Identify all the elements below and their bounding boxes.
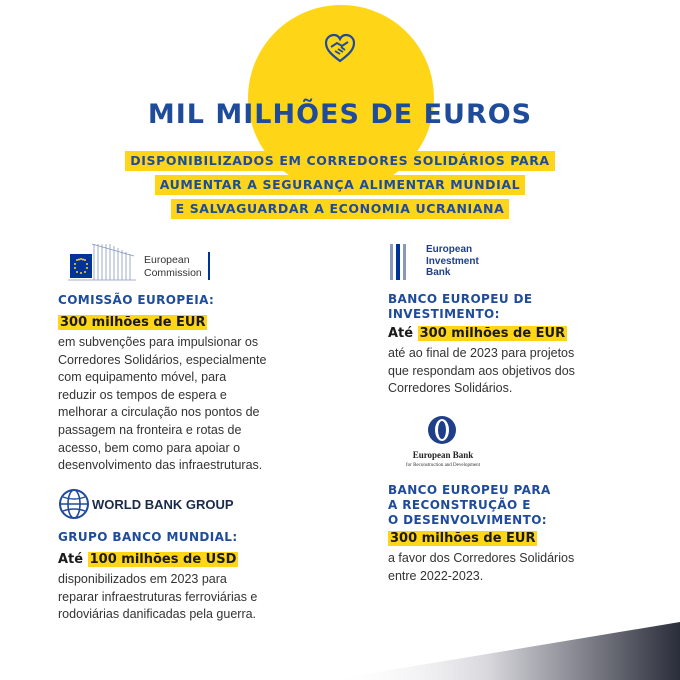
ec-heading: COMISSÃO EUROPEIA: bbox=[58, 293, 215, 307]
wb-desc-line: disponibilizados em 2023 para bbox=[58, 572, 227, 586]
eib-logo-text: European bbox=[426, 244, 473, 255]
world-bank-logo-text: WORLD BANK GROUP bbox=[92, 497, 234, 512]
ec-logo-text: European bbox=[144, 254, 190, 266]
ebrd-logo-name: European Bank bbox=[412, 450, 474, 460]
wb-desc-line: rodoviárias danificadas pela guerra. bbox=[58, 607, 257, 622]
ec-desc-line: desenvolvimento das infraestruturas. bbox=[58, 458, 263, 473]
wb-desc-line: reparar infraestruturas ferroviárias e bbox=[58, 589, 258, 604]
eib-desc-line: Corredores Solidários. bbox=[388, 381, 513, 396]
eib-desc-line: até ao final de 2023 para projetos bbox=[388, 346, 575, 360]
ec-logo-text: Commission bbox=[144, 267, 202, 279]
eib-heading-line: INVESTIMENTO: bbox=[388, 307, 500, 321]
ec-desc-line: Corredores Solidários, especialmente bbox=[58, 352, 267, 367]
eib-desc-line: que respondam aos objetivos dos bbox=[388, 363, 575, 378]
ebrd-logo-sub: for Reconstruction and Development bbox=[405, 463, 480, 468]
eib-logo-text: Investment bbox=[426, 255, 479, 267]
eib-amount-value: 300 milhões de EUR bbox=[419, 326, 566, 341]
ec-desc-line: reduzir os tempos de espera e bbox=[58, 387, 227, 402]
page-title: MIL MILHÕES DE EUROS bbox=[147, 99, 533, 130]
ec-desc-line: em subvenções para impulsionar os bbox=[58, 335, 259, 349]
ec-desc-line: com equipamento móvel, para bbox=[58, 370, 227, 385]
ec-amount-value: 300 milhões de EUR bbox=[60, 315, 206, 330]
ebrd-heading-line: BANCO EUROPEU PARA bbox=[388, 483, 551, 497]
wb-amount-value: 100 milhões de USD bbox=[89, 552, 237, 567]
wb-amount-prefix: Até bbox=[58, 552, 88, 567]
ebrd-amount-value: 300 milhões de EUR bbox=[390, 531, 536, 546]
subtitle-line: DISPONIBILIZADOS EM CORREDORES SOLIDÁRIOS PARA bbox=[125, 151, 554, 171]
ebrd-desc-line: a favor dos Corredores Solidários bbox=[388, 551, 575, 565]
eib-heading-line: BANCO EUROPEU DE bbox=[388, 292, 533, 306]
ebrd-desc-line: entre 2022-2023. bbox=[388, 568, 484, 583]
subtitle-line: AUMENTAR A SEGURANÇA ALIMENTAR MUNDIAL bbox=[155, 175, 525, 195]
eib-logo-text: Bank bbox=[426, 267, 451, 278]
wb-heading: GRUPO BANCO MUNDIAL: bbox=[58, 530, 238, 544]
subtitle-line: E SALVAGUARDAR A ECONOMIA UCRANIANA bbox=[171, 199, 510, 219]
ec-desc-line: passagem na fronteira e rotas de bbox=[58, 422, 242, 437]
ebrd-heading-line: O DESENVOLVIMENTO: bbox=[388, 513, 548, 527]
ec-desc-line: acesso, bem como para apoiar o bbox=[58, 440, 241, 455]
ebrd-heading-line: A RECONSTRUÇÃO E bbox=[388, 498, 531, 512]
ec-desc-line: melhorar a circulação nos pontos de bbox=[58, 405, 260, 420]
eib-amount-prefix: Até bbox=[388, 326, 418, 341]
